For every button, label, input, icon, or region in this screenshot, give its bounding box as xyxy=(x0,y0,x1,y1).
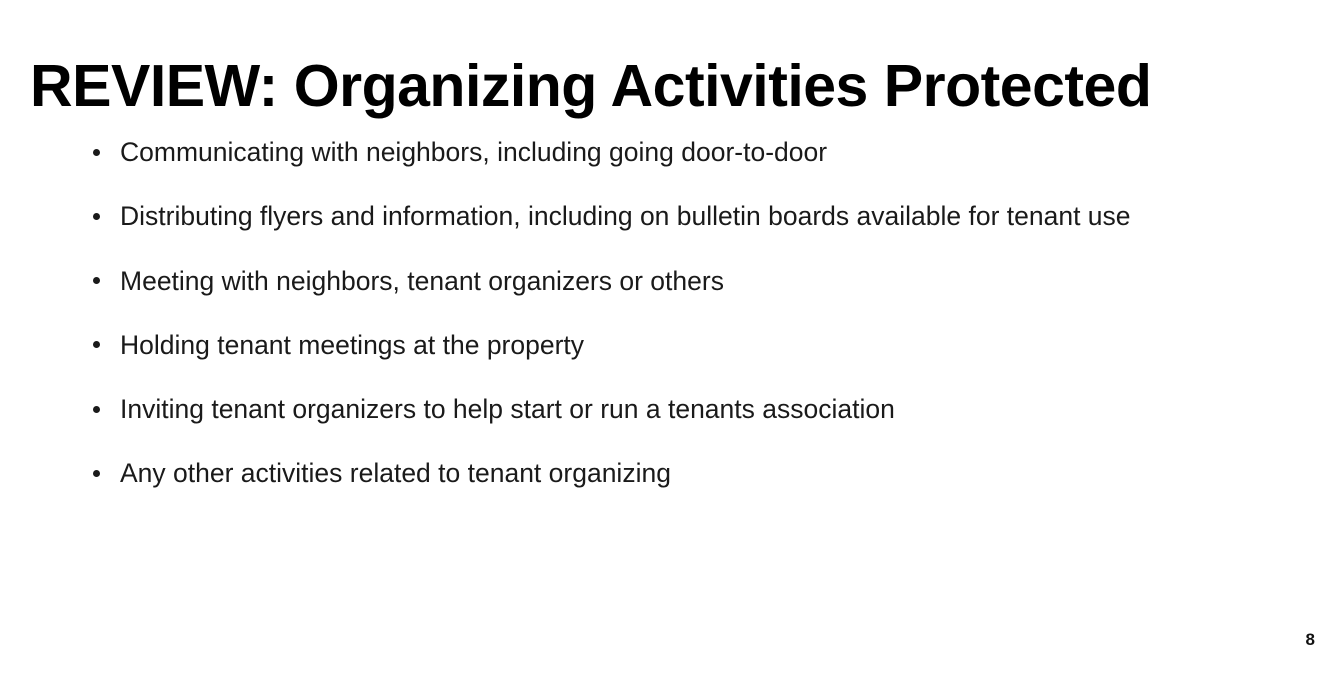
list-item xyxy=(88,132,1248,172)
bullet-dot-icon xyxy=(93,213,100,220)
bullet-dot-icon xyxy=(93,149,100,156)
list-item-text: Distributing flyers and information, including on bulletin boards available for tenant use xyxy=(120,201,1131,232)
list-item xyxy=(88,261,1248,301)
list-item xyxy=(88,325,1248,365)
bullet-dot-icon xyxy=(93,406,100,413)
bullet-dot-icon xyxy=(93,277,100,284)
list-item xyxy=(88,453,1248,493)
page-title: REVIEW: Organizing Activities Protected xyxy=(30,52,1152,119)
page-number: 8 xyxy=(1305,630,1315,649)
list-item-text: Holding tenant meetings at the property xyxy=(120,329,585,360)
list-item-text: Meeting with neighbors, tenant organizers or others xyxy=(120,265,724,296)
bullet-dot-icon xyxy=(93,341,100,348)
list-item xyxy=(88,389,1248,429)
list-item-text: Any other activities related to tenant organizing xyxy=(120,458,671,489)
bullet-list xyxy=(88,132,1248,494)
list-item xyxy=(88,196,1248,236)
bullet-dot-icon xyxy=(93,470,100,477)
list-item-text: Communicating with neighbors, including going door-to-door xyxy=(120,137,828,167)
list-item-text: Inviting tenant organizers to help start or run a tenants association xyxy=(120,394,895,425)
